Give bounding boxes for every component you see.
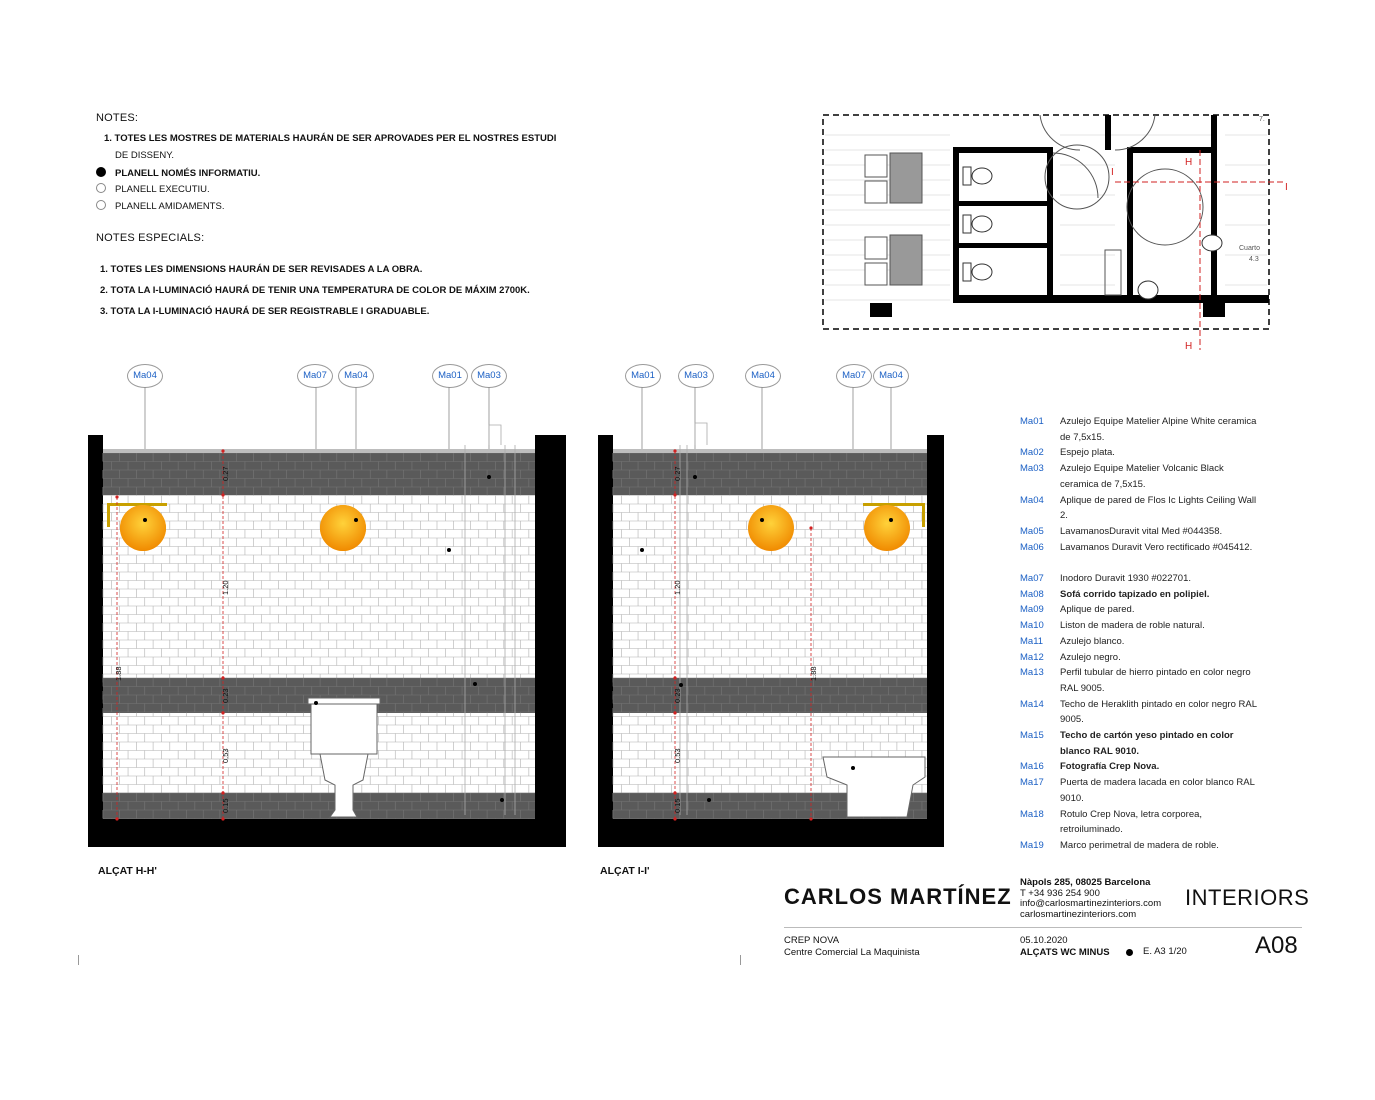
elevation-i-drawing	[595, 385, 950, 850]
tag-ma03[interactable]: Ma03	[471, 364, 507, 388]
legend-text-ma05: LavamanosDuravit vital Med #044358.	[1060, 525, 1223, 537]
special-notes-title: NOTES ESPECIALS:	[96, 232, 205, 244]
dim-1-88: 1.88	[114, 666, 123, 681]
legend-text-ma03: Azulejo Equipe Matelier Volcanic Black ceramica de 7,5x15.	[1060, 463, 1224, 490]
legend-text-ma16: Fotografía Crep Nova.	[1060, 761, 1160, 773]
dim-0-15: 0.15	[673, 798, 682, 813]
legend-code-ma12: Ma12	[1020, 651, 1044, 663]
legend-text-ma02: Espejo plata.	[1060, 447, 1115, 459]
section-mark-h-bottom: H	[1185, 341, 1193, 352]
dim-1-20: 1.20	[221, 580, 230, 595]
legend-code-ma03: Ma03	[1020, 463, 1044, 475]
legend-text-ma01: Azulejo Equipe Matelier Alpine White ceramica de 7,5x15.	[1060, 416, 1257, 443]
corner-num: 7.	[1259, 116, 1265, 123]
email-link[interactable]: info@carlosmartinezinteriors.com	[1020, 898, 1162, 909]
drawing-title: ALÇATS WC MINUS	[1020, 946, 1110, 958]
legend-text-ma06: Lavamanos Duravit Vero rectificado #045412.	[1060, 541, 1253, 553]
legend-code-ma04: Ma04	[1020, 494, 1044, 506]
legend-code-ma18: Ma18	[1020, 808, 1044, 820]
legend-text-ma13: Perfil tubular de hierro pintado en color negro RAL 9005.	[1060, 667, 1251, 694]
tag-ma07[interactable]: Ma07	[836, 364, 872, 388]
section-mark-h-top: H	[1185, 157, 1193, 168]
legend-text-ma08: Sofá corrido tapizado en polipiel.	[1060, 588, 1210, 600]
special-note-2: 2. TOTA LA I-LUMINACIÓ HAURÁ DE TENIR UNA TEMPERATURA DE COLOR DE MÁXIM 2700K.	[100, 285, 530, 296]
radio-empty-icon	[96, 200, 106, 210]
sheet-number: A08	[1255, 932, 1298, 959]
tag-ma04[interactable]: Ma04	[745, 364, 781, 388]
legend-code-ma06: Ma06	[1020, 541, 1044, 553]
elevation-h-label: ALÇAT H-H'	[98, 865, 157, 877]
dim-0-53: 0.53	[221, 748, 230, 763]
address: Nàpols 285, 08025 Barcelona	[1020, 877, 1151, 888]
legend-code-ma15: Ma15	[1020, 730, 1044, 741]
special-note-3: 3. TOTA LA I-LUMINACIÓ HAURÁ DE SER REGISTRABLE I GRADUABLE.	[100, 306, 430, 317]
dim-0-23: 0.23	[673, 688, 682, 703]
notes-title: NOTES:	[96, 112, 139, 124]
tag-ma01[interactable]: Ma01	[432, 364, 468, 388]
legend-code-ma07: Ma07	[1020, 573, 1044, 584]
legend-text-ma14: Techo de Heraklith pintado en color negro RAL 9005.	[1060, 698, 1257, 726]
legend-code-ma11: Ma11	[1020, 635, 1044, 647]
legend-code-ma05: Ma05	[1020, 525, 1044, 537]
legend-code-ma16: Ma16	[1020, 761, 1044, 773]
room-num: 4.3	[1249, 256, 1259, 263]
legend-code-ma10: Ma10	[1020, 620, 1044, 632]
section-mark-i-left: I	[1111, 167, 1114, 178]
legend-code-ma13: Ma13	[1020, 667, 1044, 679]
legend-text-ma12: Azulejo negro.	[1060, 651, 1121, 663]
tag-ma07[interactable]: Ma07	[297, 364, 333, 388]
drawing-scale: E. A3 1/20	[1143, 946, 1187, 957]
dim-0-53: 0.53	[673, 748, 682, 763]
legend-text-ma07: Inodoro Duravit 1930 #022701.	[1060, 573, 1191, 584]
brand-name: CARLOS MARTÍNEZ	[784, 884, 1012, 909]
drawing-date: 05.10.2020	[1020, 935, 1068, 946]
floor-plan	[815, 105, 1305, 365]
legend-text-ma04: Aplique de pared de Flos Ic Lights Ceiling Wall 2.	[1060, 494, 1257, 522]
dim-0-23: 0.23	[221, 688, 230, 703]
crop-mark	[78, 955, 79, 965]
room-label: Cuarto	[1239, 245, 1261, 252]
contact-block	[1020, 878, 1161, 920]
legend-code-ma01: Ma01	[1020, 416, 1044, 427]
special-note-1: 1. TOTES LES DIMENSIONS HAURÁN DE SER REVISADES A LA OBRA.	[100, 264, 423, 275]
legend-text-ma10: Liston de madera de roble natural.	[1060, 620, 1205, 632]
legend-code-ma02: Ma02	[1020, 447, 1044, 459]
tag-ma03[interactable]: Ma03	[678, 364, 714, 388]
dim-1-20: 1.20	[673, 580, 682, 595]
legend-code-ma17: Ma17	[1020, 777, 1044, 789]
elevation-h-drawing	[85, 385, 570, 850]
crop-mark	[740, 955, 741, 965]
legend-text-ma15: Techo de cartón yeso pintado en color blanco RAL 9010.	[1060, 730, 1234, 757]
legend-code-ma08: Ma08	[1020, 588, 1044, 600]
tag-ma01[interactable]: Ma01	[625, 364, 661, 388]
wall-lamp	[748, 505, 794, 551]
divider	[784, 927, 1302, 928]
radio-empty-icon	[96, 183, 106, 193]
project-block	[784, 935, 920, 958]
legend-text-ma19: Marco perimetral de madera de roble.	[1060, 839, 1219, 851]
legend-text-ma11: Azulejo blanco.	[1060, 635, 1125, 647]
phone: T +34 936 254 900	[1020, 887, 1100, 899]
legend-code-ma19: Ma19	[1020, 839, 1044, 851]
dim-0-15: 0.15	[221, 798, 230, 813]
option-informatiu[interactable]: PLANELL NOMÉS INFORMATIU.	[96, 167, 260, 179]
option-executiu[interactable]: PLANELL EXECUTIU.	[96, 183, 210, 195]
web-link[interactable]: carlosmartinezinteriors.com	[1020, 908, 1137, 920]
legend-code-ma14: Ma14	[1020, 698, 1044, 710]
option-amidaments[interactable]: PLANELL AMIDAMENTS.	[96, 200, 224, 212]
legend-text-ma18: Rotulo Crep Nova, letra corporea, retroiluminado.	[1060, 808, 1203, 836]
legend-text-ma17: Puerta de madera lacada en color blanco RAL 9010.	[1060, 777, 1255, 804]
tag-ma04[interactable]: Ma04	[127, 364, 163, 388]
dim-1-88: 1.88	[809, 666, 818, 681]
project-name: CREP NOVA	[784, 935, 840, 946]
project-location: Centre Comercial La Maquinista	[784, 946, 920, 958]
radio-filled-icon	[96, 167, 106, 177]
date-block	[1020, 935, 1110, 958]
elevation-i-label: ALÇAT I-I'	[600, 865, 650, 877]
note-1: 1. TOTES LES MOSTRES DE MATERIALS HAURÁN DE SER APROVADES PER EL NOSTRES ESTUDI	[104, 133, 557, 144]
tag-ma04[interactable]: Ma04	[873, 364, 909, 388]
dim-0-27: 0.27	[221, 466, 230, 481]
wall-lamp	[864, 505, 910, 551]
legend-text-ma09: Aplique de pared.	[1060, 604, 1135, 616]
scale-bullet-icon	[1126, 949, 1133, 956]
section-mark-i-right: I	[1285, 182, 1288, 193]
legend-code-ma09: Ma09	[1020, 604, 1044, 616]
note-1-cont: DE DISSENY.	[115, 150, 174, 161]
tag-ma04[interactable]: Ma04	[338, 364, 374, 388]
dim-0-27: 0.27	[673, 466, 682, 481]
brand-interiors: INTERIORS	[1185, 885, 1310, 910]
